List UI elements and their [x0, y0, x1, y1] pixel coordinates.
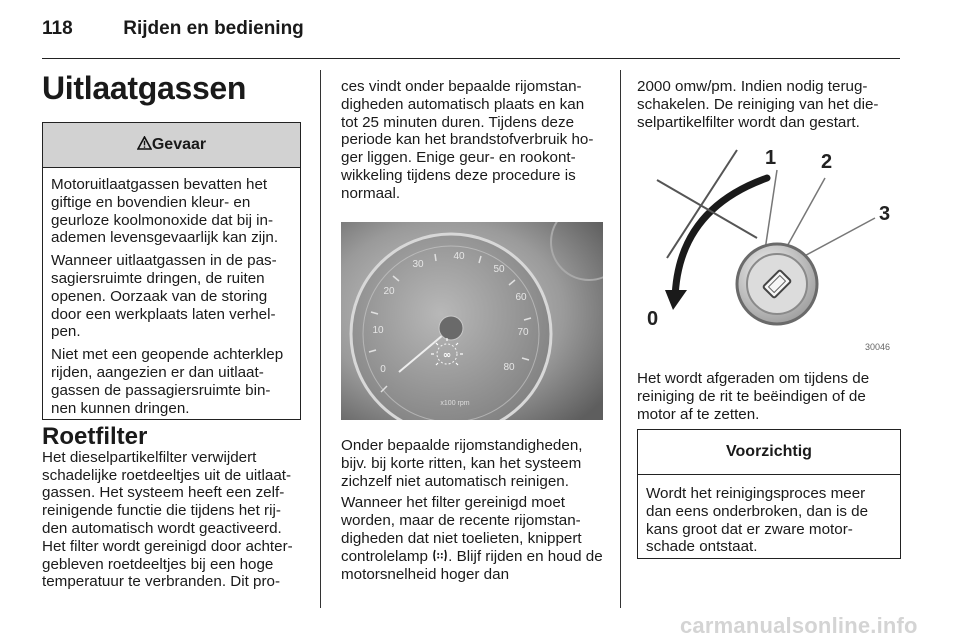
column-3-middle	[637, 370, 899, 427]
gauge-label: 50	[493, 264, 505, 275]
body-paragraph	[341, 494, 609, 583]
danger-paragraph: Wanneer uitlaatgassen in de pas-sagiersruimte dringen, de ruiten openen. Oorzaak van de storing door een werkplaats laten verhel-pen.	[51, 252, 277, 341]
danger-box	[42, 122, 301, 420]
body-paragraph: 2000 omw/pm. Indien nodig terug-schakelen. De reiniging van het die-selpartikelfilter wordt dan gestart.	[637, 78, 879, 131]
gauge-label: 0	[380, 364, 386, 375]
page-header	[42, 18, 304, 40]
dpf-warning-light-icon	[432, 548, 448, 563]
section-title: Rijden en bediening	[123, 18, 304, 39]
body-paragraph: Onder bepaalde rijomstandigheden, bijv. bij korte ritten, kan het systeem zichzelf niet automatisch reinigen.	[341, 437, 583, 490]
position-label-0: 0	[647, 308, 659, 330]
caution-paragraph: Wordt het reinigingsproces meer dan eens onderbroken, dan is de kans groot dat er zware motor-schade ontstaat.	[646, 485, 869, 556]
tachometer-image	[341, 222, 603, 420]
roetfilter-paragraph: Het dieselpartikelfilter verwijdert schadelijke roetdeeltjes uit de uitlaat-gassen. Het systeem heeft een zelf-reinigende functie die tijdens het rij-den automatisch wordt geactiveerd. Het filter wordt gereinigd door achter-gebleven roetdeeltjes bij een hoge temperatuur te verbranden. Dit pro-	[42, 448, 293, 591]
danger-box-heading: Gevaar	[151, 136, 207, 153]
position-label-2: 2	[821, 151, 833, 173]
column-2-top	[341, 78, 605, 207]
column-3-top	[637, 78, 899, 135]
ignition-drawing	[637, 140, 899, 358]
page-title: Uitlaatgassen	[42, 70, 247, 106]
svg-text:∞: ∞	[442, 350, 452, 361]
figure-number: 30046	[865, 342, 891, 352]
header-rule	[42, 58, 900, 59]
tachometer-drawing	[341, 222, 603, 420]
caution-box-header: Voorzichtig	[638, 430, 900, 475]
section-heading: Roetfilter	[42, 423, 148, 450]
roetfilter-section	[42, 423, 304, 595]
gauge-label: 70	[517, 327, 529, 338]
gauge-label: 10	[372, 325, 384, 336]
gauge-label: 80	[503, 362, 515, 373]
position-label-1: 1	[765, 147, 777, 169]
danger-paragraph: Niet met een geopende achterklep rijden, aangezien er dan uitlaat-gassen de passagiersruimte bin-nen kunnen dringen.	[51, 346, 284, 417]
warning-triangle-icon	[137, 136, 152, 150]
ignition-diagram	[637, 140, 899, 358]
column-divider	[320, 70, 321, 608]
gauge-label: 40	[453, 251, 465, 262]
body-text: Wanneer het filter gereinigd moet worden, maar de recente rijomstan-digheden dat niet toelieten, knippert controlelamp	[341, 494, 582, 565]
body-paragraph: Het wordt afgeraden om tijdens de reiniging de rit te beëindigen of de motor af te zetten.	[637, 370, 870, 423]
position-label-3: 3	[879, 203, 891, 225]
gauge-unit-label: x100 rpm	[440, 400, 470, 407]
gauge-label: 20	[383, 286, 395, 297]
gauge-label: 60	[515, 292, 527, 303]
column-2-bottom	[341, 437, 609, 587]
body-text: . Blijf rijden en houd de motorsnelheid hoger dan	[341, 547, 603, 583]
danger-box-header	[43, 123, 300, 168]
body-paragraph: ces vindt onder bepaalde rijomstan-digheden automatisch plaats en kan tot 25 minuten duren. Tijdens deze periode kan het brandstofverbruik ho-ger liggen. Enige geur- en rookont-wikkeling tijdens deze procedure is normaal.	[341, 78, 594, 202]
column-divider	[620, 70, 621, 608]
caution-box	[637, 429, 901, 559]
watermark: carmanualsonline.info	[680, 613, 918, 638]
gauge-label: 30	[412, 259, 424, 270]
page-number: 118	[42, 18, 73, 39]
danger-paragraph: Motoruitlaatgassen bevatten het giftige en bovendien kleur- en geurloze koolmonoxide dat bij in-ademen levensgevaarlijk kan zijn.	[51, 176, 279, 247]
